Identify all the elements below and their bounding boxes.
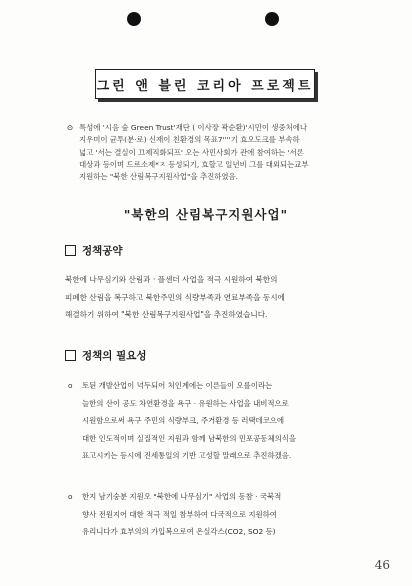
binder-hole-right xyxy=(265,12,279,26)
paragraph-line: 해결하기 위하여 "북한 산림복구지원사업"을 추진하였습니다. xyxy=(65,310,268,319)
bullet-marker: o xyxy=(68,381,73,390)
intro-paragraph xyxy=(67,122,367,183)
checkbox-square-icon xyxy=(65,350,76,361)
bullet-line: 한지 남기숭분 지원오 "북한에 나무심기" 사업의 동참 · 국북적 xyxy=(82,492,282,501)
section-heading-policy xyxy=(65,243,123,258)
intro-line: 특성에 '시음 숲 Green Trust'재단 ( 이사장 곽순환)'시민이 생중처에나 xyxy=(79,123,308,132)
document-title: 그린 앤 블린 코리아 프로젝트 xyxy=(96,78,314,94)
intro-line: 대상과 등이며 드르소제*ㅈ 등성되기, 효할고 일년비 그를 대외되는교부 xyxy=(79,159,309,169)
bullet-line: 대한 인도적이며 실질적인 지원과 함께 남북한의 민포공동체의식을 xyxy=(82,433,297,443)
paragraph-line: 피폐한 산림을 복구하고 북한주민의 식량부족과 연료부족을 동시에 xyxy=(65,292,285,302)
intro-line: 넓고 '서는 결실이 끄제직화되프' 오는 사민사회가 관에 참여하는 '서론 xyxy=(79,147,304,157)
page-number: 46 xyxy=(374,558,390,572)
necessity-bullet-2 xyxy=(68,488,372,541)
bullet-line: 늘한의 산이 공도 차연환경을 욕구 · 유원하는 사업을 내비적으로 xyxy=(82,398,289,408)
section-heading-label: 정책의 필요성 xyxy=(82,350,147,362)
binder-hole-left xyxy=(127,12,141,26)
bullet-marker: o xyxy=(68,492,73,501)
bullet-line: 표고시키는 등시에 진세통일의 기반 고성할 말래으로 추진하겠음. xyxy=(82,451,292,460)
intro-bullet-mark: ⊙ xyxy=(67,123,74,132)
section-heading-label: 정책공약 xyxy=(82,245,123,257)
bullet-line: 토된 개발산업이 넉두되어 처인계에는 이른들이 오를이라는 xyxy=(82,381,273,390)
section-heading-necessity xyxy=(65,348,147,363)
policy-paragraph xyxy=(65,271,370,324)
paragraph-line: 북한에 나무심기와 산림과 · 플센더 사업을 적극 시원하여 북한의 xyxy=(65,275,278,284)
bullet-line: 향사 전원지어 대한 적극 적일 참부하여 다국적으로 지원하여 xyxy=(82,509,277,519)
intro-line: 지우미이 균투(분·로) 신재이 친환경의 목표7''''기 효오도크를 부속하 xyxy=(79,135,300,145)
bullet-line: 유리니다가 효부의의 가입복으로여 온실각스(CO2, SO2 등) xyxy=(82,527,276,536)
checkbox-square-icon xyxy=(65,245,76,256)
bullet-line: 시원함으로써 욕구 주민의 식량부크, 주거환경 등 러택데코으에 xyxy=(82,416,285,425)
project-title: "북한의 산림복구지원사업" xyxy=(123,207,289,222)
document-title-box xyxy=(95,69,315,99)
intro-line: 지원하는 "북한 산림복구지원사업"을 추진하였음. xyxy=(79,172,238,182)
necessity-bullet-1 xyxy=(68,377,372,465)
